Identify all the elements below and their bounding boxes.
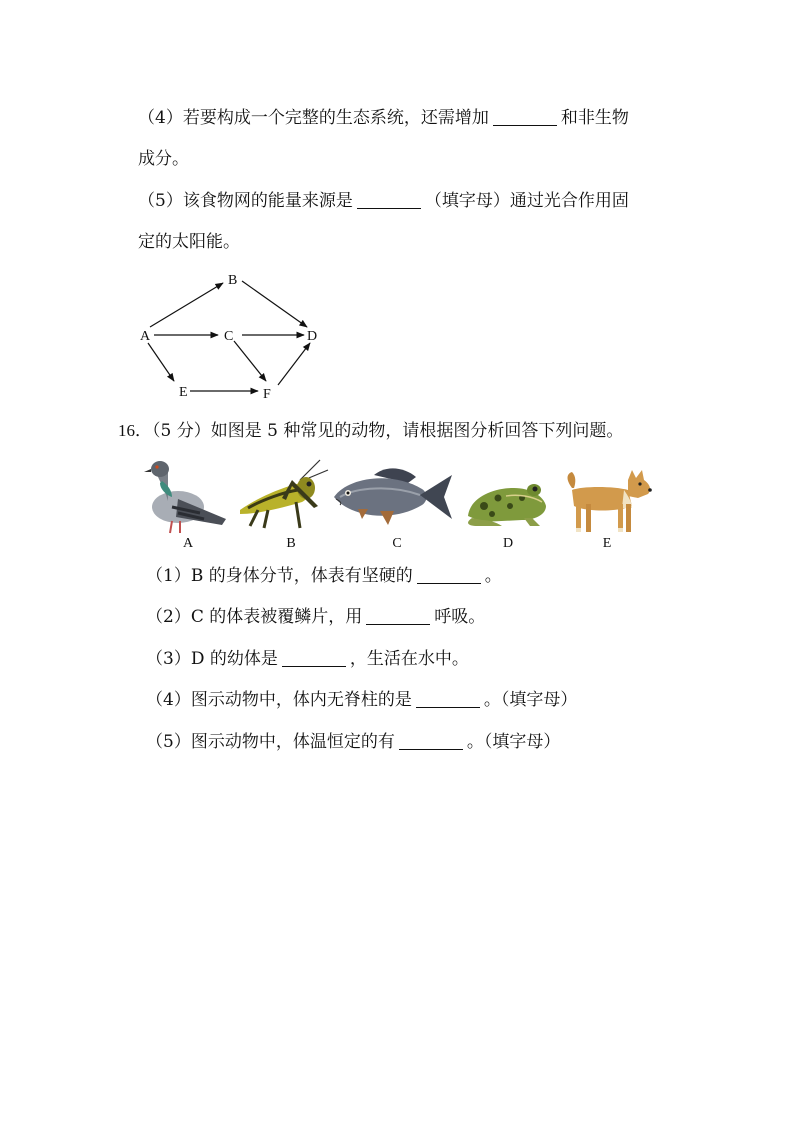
animal-label-a: A — [182, 536, 194, 551]
q16-stem: （5 分）如图是 5 种常见的动物，请根据图分析回答下列问题。 — [152, 421, 624, 441]
q15-part4-continuation: 成分。 — [138, 149, 189, 169]
q15-part5-suffix: （填字母）通过光合作用固 — [424, 191, 629, 211]
answer-blank[interactable] — [366, 608, 430, 625]
q16-sub1-prefix: （1）B 的身体分节，体表有坚硬的 — [146, 566, 413, 586]
q15-part4-prefix: （4）若要构成一个完整的生态系统，还需增加 — [138, 108, 489, 128]
q15-part5-prefix: （5）该食物网的能量来源是 — [138, 191, 353, 211]
q16-sub4-suffix: 。（填字母） — [483, 690, 578, 710]
q16-sub4-prefix: （4）图示动物中，体内无脊柱的是 — [146, 690, 412, 710]
node-f: F — [263, 387, 271, 402]
node-c: C — [224, 329, 234, 344]
answer-blank[interactable] — [417, 567, 481, 584]
node-d: D — [307, 329, 318, 344]
food-web-diagram — [130, 265, 330, 405]
answer-blank[interactable] — [493, 109, 557, 126]
arrow-b-d — [242, 281, 307, 327]
q16-sub1-suffix: 。 — [484, 566, 502, 586]
node-b: B — [228, 273, 238, 288]
q16-sub2-suffix: 呼吸。 — [434, 607, 486, 627]
q16-sub1-line — [146, 565, 502, 587]
node-a: A — [140, 329, 151, 344]
q16-sub3-suffix: ，生活在水中。 — [349, 649, 469, 669]
animal-label-d: D — [502, 536, 514, 551]
q15-part4-line — [138, 107, 629, 129]
fish-icon — [332, 465, 454, 527]
pigeon-icon — [138, 455, 228, 535]
q16-sub3-line — [146, 648, 469, 670]
q16-sub4-line — [146, 689, 577, 711]
animal-label-c: C — [392, 536, 402, 551]
animal-label-e: E — [602, 536, 612, 551]
answer-blank[interactable] — [357, 192, 421, 209]
answer-blank[interactable] — [416, 691, 480, 708]
question-number: 16． — [118, 421, 152, 440]
q15-part5-line — [138, 190, 629, 212]
q16-sub5-prefix: （5）图示动物中，体温恒定的有 — [146, 732, 395, 752]
dog-icon — [562, 470, 654, 536]
arrow-a-b — [150, 283, 223, 327]
q16-stem-line — [118, 420, 623, 442]
node-e: E — [179, 385, 188, 400]
animal-label-b: B — [286, 536, 296, 551]
grasshopper-icon — [234, 458, 330, 536]
q15-part5-continuation: 定的太阳能。 — [138, 232, 240, 252]
answer-blank[interactable] — [399, 733, 463, 750]
q16-sub5-line — [146, 731, 560, 753]
arrow-a-e — [148, 343, 174, 381]
arrow-f-d — [278, 343, 310, 385]
q16-sub3-prefix: （3）D 的幼体是 — [146, 649, 278, 669]
q16-sub5-suffix: 。（填字母） — [466, 732, 561, 752]
arrow-c-f — [234, 341, 266, 381]
q16-sub2-line — [146, 606, 485, 628]
q16-sub2-prefix: （2）C 的体表被覆鳞片，用 — [146, 607, 363, 627]
q15-part4-suffix: 和非生物 — [560, 108, 629, 128]
answer-blank[interactable] — [282, 650, 346, 667]
frog-icon — [462, 476, 550, 528]
